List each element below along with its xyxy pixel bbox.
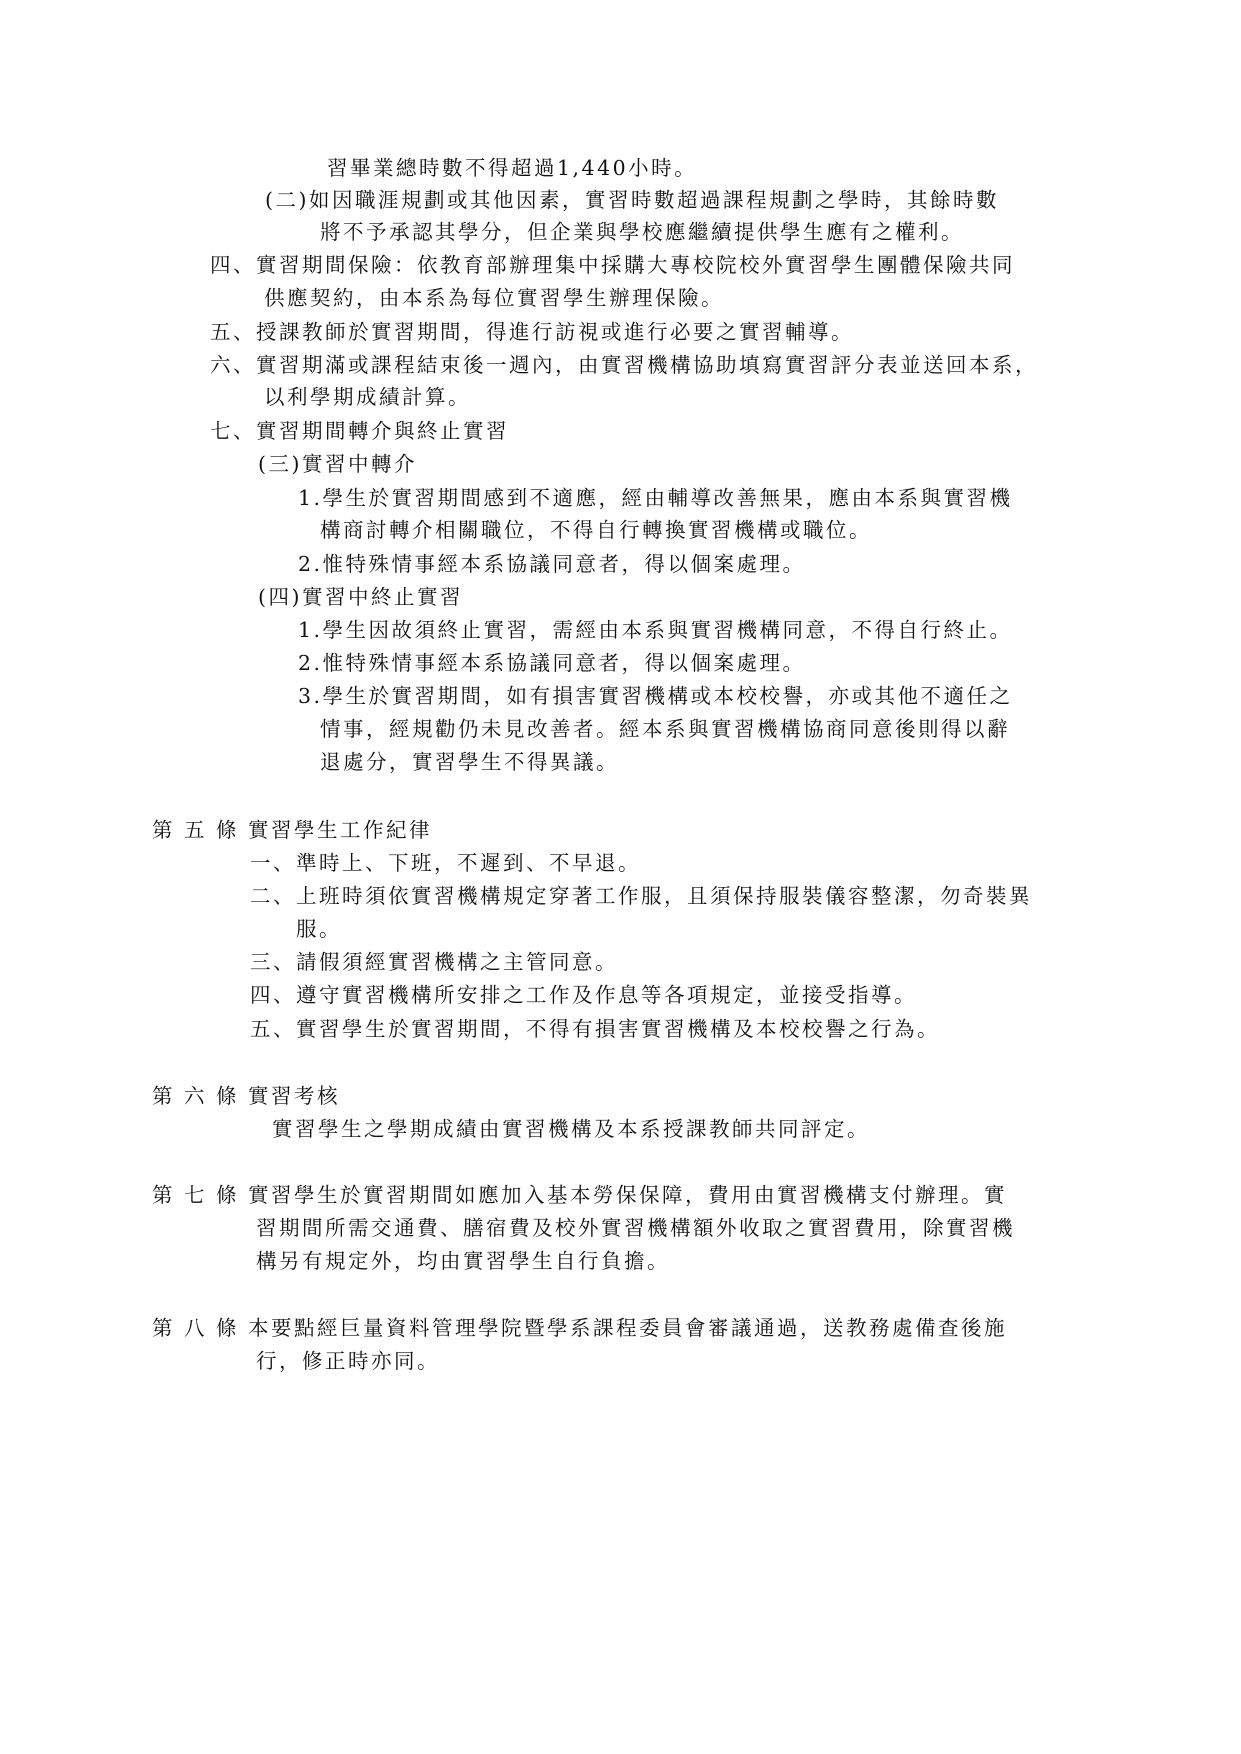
text-line: 情事，經規勸仍未見改善者。經本系與實習機構協商同意後則得以辭 — [320, 717, 1010, 741]
list-item: 2.惟特殊情事經本系協議同意者，得以個案處理。 — [298, 651, 806, 675]
text-line: 構另有規定外，均由實習學生自行負擔。 — [256, 1249, 670, 1273]
article-heading: 第 六 條 實習考核 — [152, 1084, 341, 1108]
section-item: 一、準時上、下班，不遲到、不早退。 — [250, 851, 641, 875]
list-item: 1.學生因故須終止實習，需經由本系與實習機構同意，不得自行終止。 — [298, 618, 1013, 642]
list-item: 3.學生於實習期間，如有損害實習機構或本校校譽，亦或其他不適任之 — [298, 684, 1013, 708]
text-line: 習期間所需交通費、膳宿費及校外實習機構額外收取之實習費用，除實習機 — [256, 1216, 1015, 1240]
subsection-item: (四)實習中終止實習 — [258, 585, 463, 609]
section-item: 七、實習期間轉介與終止實習 — [210, 419, 509, 443]
text-line: 將不予承認其學分，但企業與學校應繼續提供學生應有之權利。 — [320, 220, 964, 244]
text-line: 行，修正時亦同。 — [256, 1349, 440, 1373]
section-item: 五、授課教師於實習期間，得進行訪視或進行必要之實習輔導。 — [210, 320, 854, 344]
subsection-item: (二)如因職涯規劃或其他因素，實習時數超過課程規劃之學時，其餘時數 — [265, 188, 999, 212]
section-item: 六、實習期滿或課程結束後一週內，由實習機構協助填寫實習評分表並送回本系， — [210, 353, 1038, 377]
article-heading: 第 五 條 實習學生工作紀律 — [152, 818, 433, 842]
article-heading: 第 八 條 本要點經巨量資料管理學院暨學系課程委員會審議通過，送教務處備查後施 — [152, 1316, 1008, 1340]
text-line: 服。 — [296, 917, 342, 941]
article-heading: 第 七 條 實習學生於實習期間如應加入基本勞保保障，費用由實習機構支付辦理。實 — [152, 1183, 1008, 1207]
text-line: 習畢業總時數不得超過1,440小時。 — [327, 156, 698, 180]
text-line: 實習學生之學期成績由實習機構及本系授課教師共同評定。 — [272, 1117, 870, 1141]
section-item: 二、上班時須依實習機構規定穿著工作服，且須保持服裝儀容整潔，勿奇裝異 — [250, 884, 1032, 908]
text-line: 退處分，實習學生不得異議。 — [320, 750, 619, 774]
text-line: 以利學期成績計算。 — [264, 385, 471, 409]
section-item: 四、遵守實習機構所安排之工作及作息等各項規定，並接受指導。 — [250, 983, 917, 1007]
list-item: 1.學生於實習期間感到不適應，經由輔導改善無果，應由本系與實習機 — [298, 486, 1013, 510]
section-item: 四、實習期間保險：依教育部辦理集中採購大專校院校外實習學生團體保險共同 — [210, 253, 1015, 277]
text-line: 供應契約，由本系為每位實習學生辦理保險。 — [264, 286, 724, 310]
subsection-item: (三)實習中轉介 — [258, 452, 417, 476]
list-item: 2.惟特殊情事經本系協議同意者，得以個案處理。 — [298, 552, 806, 576]
text-line: 構商討轉介相關職位，不得自行轉換實習機構或職位。 — [320, 518, 872, 542]
section-item: 三、請假須經實習機構之主管同意。 — [250, 950, 618, 974]
section-item: 五、實習學生於實習期間，不得有損害實習機構及本校校譽之行為。 — [250, 1017, 940, 1041]
